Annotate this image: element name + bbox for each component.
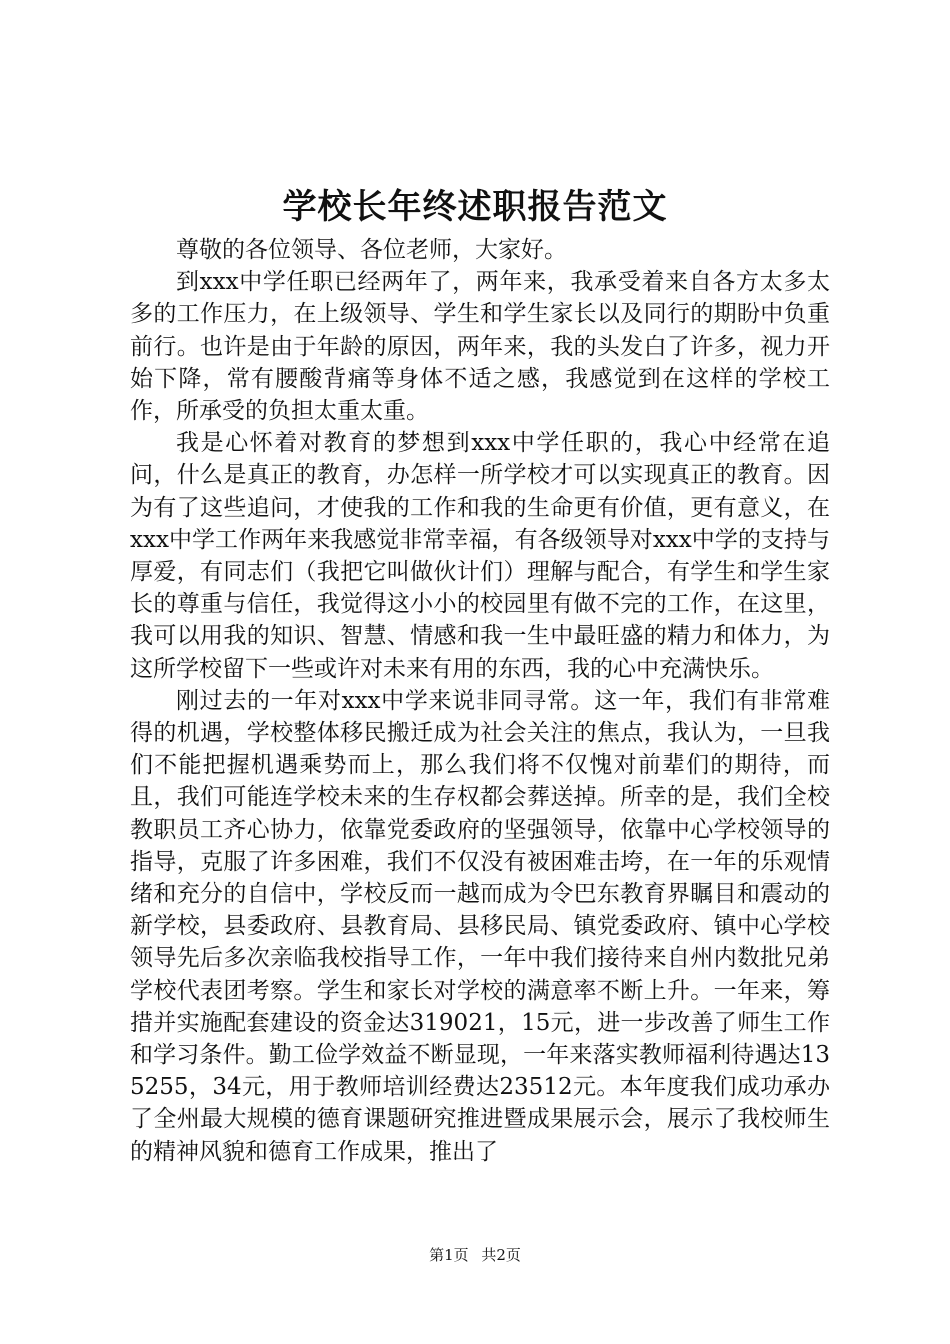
page-number: 第1页 (429, 1246, 469, 1264)
paragraph-education-dream: 我是心怀着对教育的梦想到xxx中学任职的，我心中经常在追问，什么是真正的教育，办怎样一所学校才可以实现真正的教育。因为有了这些追问，才使我的工作和我的生命更有价值，更有意义，在xxx中学工作两年来我感觉非常幸福，有各级领导对xxx中学的支持与厚爱，有同志们（我把它叫做伙计们）理解与配合，有学生和学生家长的尊重与信任，我觉得这小小的校园里有做不完的工作，在这里，我可以用我的知识、智慧、情感和我一生中最旺盛的精力和体力，为这所学校留下一些或许对未来有用的东西，我的心中充满快乐。 (130, 430, 830, 682)
document-title: 学校长年终述职报告范文 (282, 187, 668, 227)
paragraph-tenure: 到xxx中学任职已经两年了，两年来，我承受着来自各方太多太多的工作压力，在上级领导、学生和学生家长以及同行的期盼中负重前行。也许是由于年龄的原因，两年来，我的头发白了许多，视力开始下降，常有腰酸背痛等身体不适之感，我感觉到在这样的学校工作，所承受的负担太重太重。 (130, 269, 830, 425)
document-body (130, 234, 830, 1168)
page-footer (0, 1245, 950, 1265)
paragraph-past-year: 刚过去的一年对xxx中学来说非同寻常。这一年，我们有非常难得的机遇，学校整体移民搬迁成为社会关注的焦点，我认为，一旦我们不能把握机遇乘势而上，那么我们将不仅愧对前辈们的期待，而且，我们可能连学校未来的生存权都会葬送掉。所幸的是，我们全校教职员工齐心协力，依靠党委政府的坚强领导，依靠中心学校领导的指导，克服了许多困难，我们不仅没有被困难击垮，在一年的乐观情绪和充分的自信中，学校反而一越而成为令巴东教育界瞩目和震动的新学校，县委政府、县教育局、县移民局、镇党委政府、镇中心学校领导先后多次亲临我校指导工作，一年中我们接待来自州内数批兄弟学校代表团考察。学生和家长对学校的满意率不断上升。一年来，筹措并实施配套建设的资金达319021，15元，进一步改善了师生工作和学习条件。勤工俭学效益不断显现，一年来落实教师福利待遇达135255，34元，用于教师培训经费达23512元。本年度我们成功承办了全州最大规模的德育课题研究推进暨成果展示会，展示了我校师生的精神风貌和德育工作成果，推出了 (130, 687, 830, 1165)
paragraph-greeting: 尊敬的各位领导、各位老师，大家好。 (176, 237, 567, 263)
page-total: 共2页 (481, 1246, 521, 1264)
